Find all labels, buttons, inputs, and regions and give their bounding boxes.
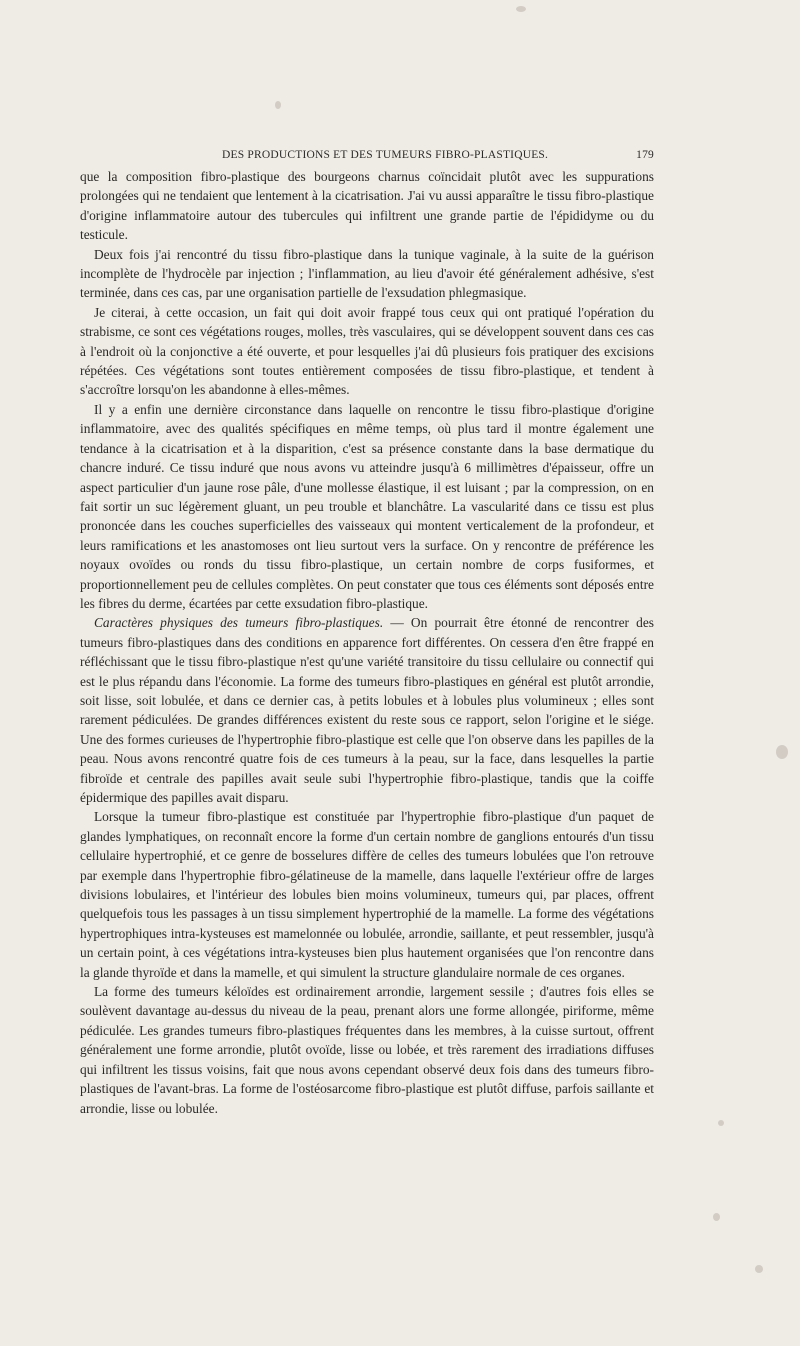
paper-speck bbox=[776, 745, 788, 759]
running-title: DES PRODUCTIONS ET DES TUMEURS FIBRO-PLASTIQUES. bbox=[222, 149, 549, 161]
paragraph-4: Il y a enfin une dernière circonstance dans laquelle on rencontre le tissu fibro-plastique d'origine inflammatoire, avec des qualités spécifiques en même temps, où plus tard il montre également une tendance à la cicatrisation et à la disparition, c'est sa présence constante dans la base dermatique du chancre induré. Ce tissu induré que nous avons vu atteindre jusqu'à 6 millimètres d'épaisseur, offre un aspect particulier d'un jaune rose pâle, d'une mollesse élastique, il est luisant ; par la compression, on en fait sortir un suc légèrement gluant, un peu trouble et blanchâtre. La vascularité dans ce tissu est plus prononcée dans les couches superficielles des vaisseaux qui montent verticalement de la profondeur, et leurs ramifications et les anastomoses ont lieu surtout vers la surface. On y rencontre de préférence les noyaux ovoïdes ou ronds du tissu fibro-plastique, un certain nombre de corps fusiformes, et proportionnellement peu de cellules complètes. On peut constater que tous ces éléments sont déposés entre les fibres du derme, écartées par cette exsudation fibro-plastique. bbox=[80, 401, 654, 611]
paper-speck bbox=[718, 1120, 724, 1126]
paper-speck bbox=[275, 101, 281, 109]
paragraph-2: Deux fois j'ai rencontré du tissu fibro-plastique dans la tunique vaginale, à la suite de la guérison incomplète de l'hydrocèle par injection ; l'inflammation, au lieu d'avoir été généralement adhésive, s'est terminée, dans ces cas, par une organisation partielle de l'exsudation phlegmasique. bbox=[80, 246, 654, 301]
body-text bbox=[80, 167, 654, 1118]
page-number: 179 bbox=[636, 149, 654, 161]
paper-speck bbox=[713, 1213, 720, 1221]
paragraph-7: La forme des tumeurs kéloïdes est ordinairement arrondie, largement sessile ; d'autres fois elles se soulèvent davantage au-dessus du niveau de la peau, prenant alors une forme allongée, piriforme, même pédiculée. Les grandes tumeurs fibro-plastiques fréquentes dans les membres, à la cuisse surtout, offrent généralement une forme arrondie, plutôt ovoïde, lisse ou lobée, et très rarement des irradiations diffuses qui infiltrent les tissus voisins, fait que nous avons cependant observé deux fois dans des tumeurs fibro-plastiques de l'avant-bras. La forme de l'ostéosarcome fibro-plastique est plutôt diffuse, parfois saillante et arrondie, lisse ou lobulée. bbox=[80, 984, 654, 1116]
paragraph-6: Lorsque la tumeur fibro-plastique est constituée par l'hypertrophie fibro-plastique d'un paquet de glandes lymphatiques, on reconnaît encore la forme d'un certain nombre de ganglions entourés d'un tissu cellulaire hypertrophié, et ce genre de bosselures diffère de celles des tumeurs lobulées que l'on retrouve par exemple dans l'hypertrophie fibro-gélatineuse de la mamelle, dans laquelle l'extérieur offre de larges divisions lobulaires, et l'intérieur des lobules bien moins volumineux, tumeurs qui, par places, offrent quelquefois tous les passages à un tissu simplement hypertrophié de la mamelle. La forme des végétations hypertrophiques intra-kysteuses est mamelonnée ou lobulée, arrondie, saillante, et peut ressembler, jusqu'à un certain point, à ces végétations intra-kysteuses bien plus hautement organisées que l'on rencontre dans la glande thyroïde et dans la mamelle, et qui simulent la structure glandulaire normale de ces organes. bbox=[80, 809, 654, 980]
section-title: Caractères physiques des tumeurs fibro-plastiques. bbox=[94, 615, 384, 631]
paper-speck bbox=[516, 6, 526, 12]
paragraph-1: que la composition fibro-plastique des bourgeons charnus coïncidait plutôt avec les suppurations prolongées qui ne tendaient que lentement à la cicatrisation. J'ai vu aussi apparaître le tissu fibro-plastique d'origine inflammatoire autour des tubercules qui infiltrent une grande partie de l'épididyme ou du testicule. bbox=[80, 169, 654, 243]
paper-speck bbox=[755, 1265, 763, 1273]
paragraph-5-text: — On pourrait être étonné de rencontrer des tumeurs fibro-plastiques dans des conditions en apparence fort différentes. On cessera d'en être frappé en réfléchissant que le tissu fibro-plastique n'est qu'une variété transitoire du tissu cellulaire ou connectif qui est le plus répandu dans l'économie. La forme des tumeurs fibro-plastiques en général est plutôt arrondie, soit lisse, soit lobulée, et dans ce dernier cas, à petits lobules et à lobules plus volumineux ; elles sont rarement pédiculées. De grandes différences existent du reste sous ce rapport, selon l'origine et le siége. Une des formes curieuses de l'hypertrophie fibro-plastique est celle que l'on observe dans les papilles de la peau. Nous avons rencontré quatre fois de ces tumeurs à la peau, sur la face, dans lesquelles la partie fibroïde et centrale des papilles avait seule subi l'hypertrophie fibro-plastique, tandis que la coiffe épidermique des papilles avait disparu. bbox=[80, 615, 654, 805]
running-head bbox=[80, 149, 654, 165]
paragraph-5 bbox=[80, 613, 654, 807]
paragraph-3: Je citerai, à cette occasion, un fait qui doit avoir frappé tous ceux qui ont pratiqué l'opération du strabisme, ce sont ces végétations rouges, molles, très vasculaires, qui se développent souvent dans ces cas à l'endroit où la conjonctive a été ouverte, et pour lesquelles j'ai dû plusieurs fois pratiquer des excisions répétées. Ces végétations sont toutes entièrement composées de tissu fibro-plastique, et tendent à s'accroître lorsqu'on les abandonne à elles-mêmes. bbox=[80, 304, 654, 398]
